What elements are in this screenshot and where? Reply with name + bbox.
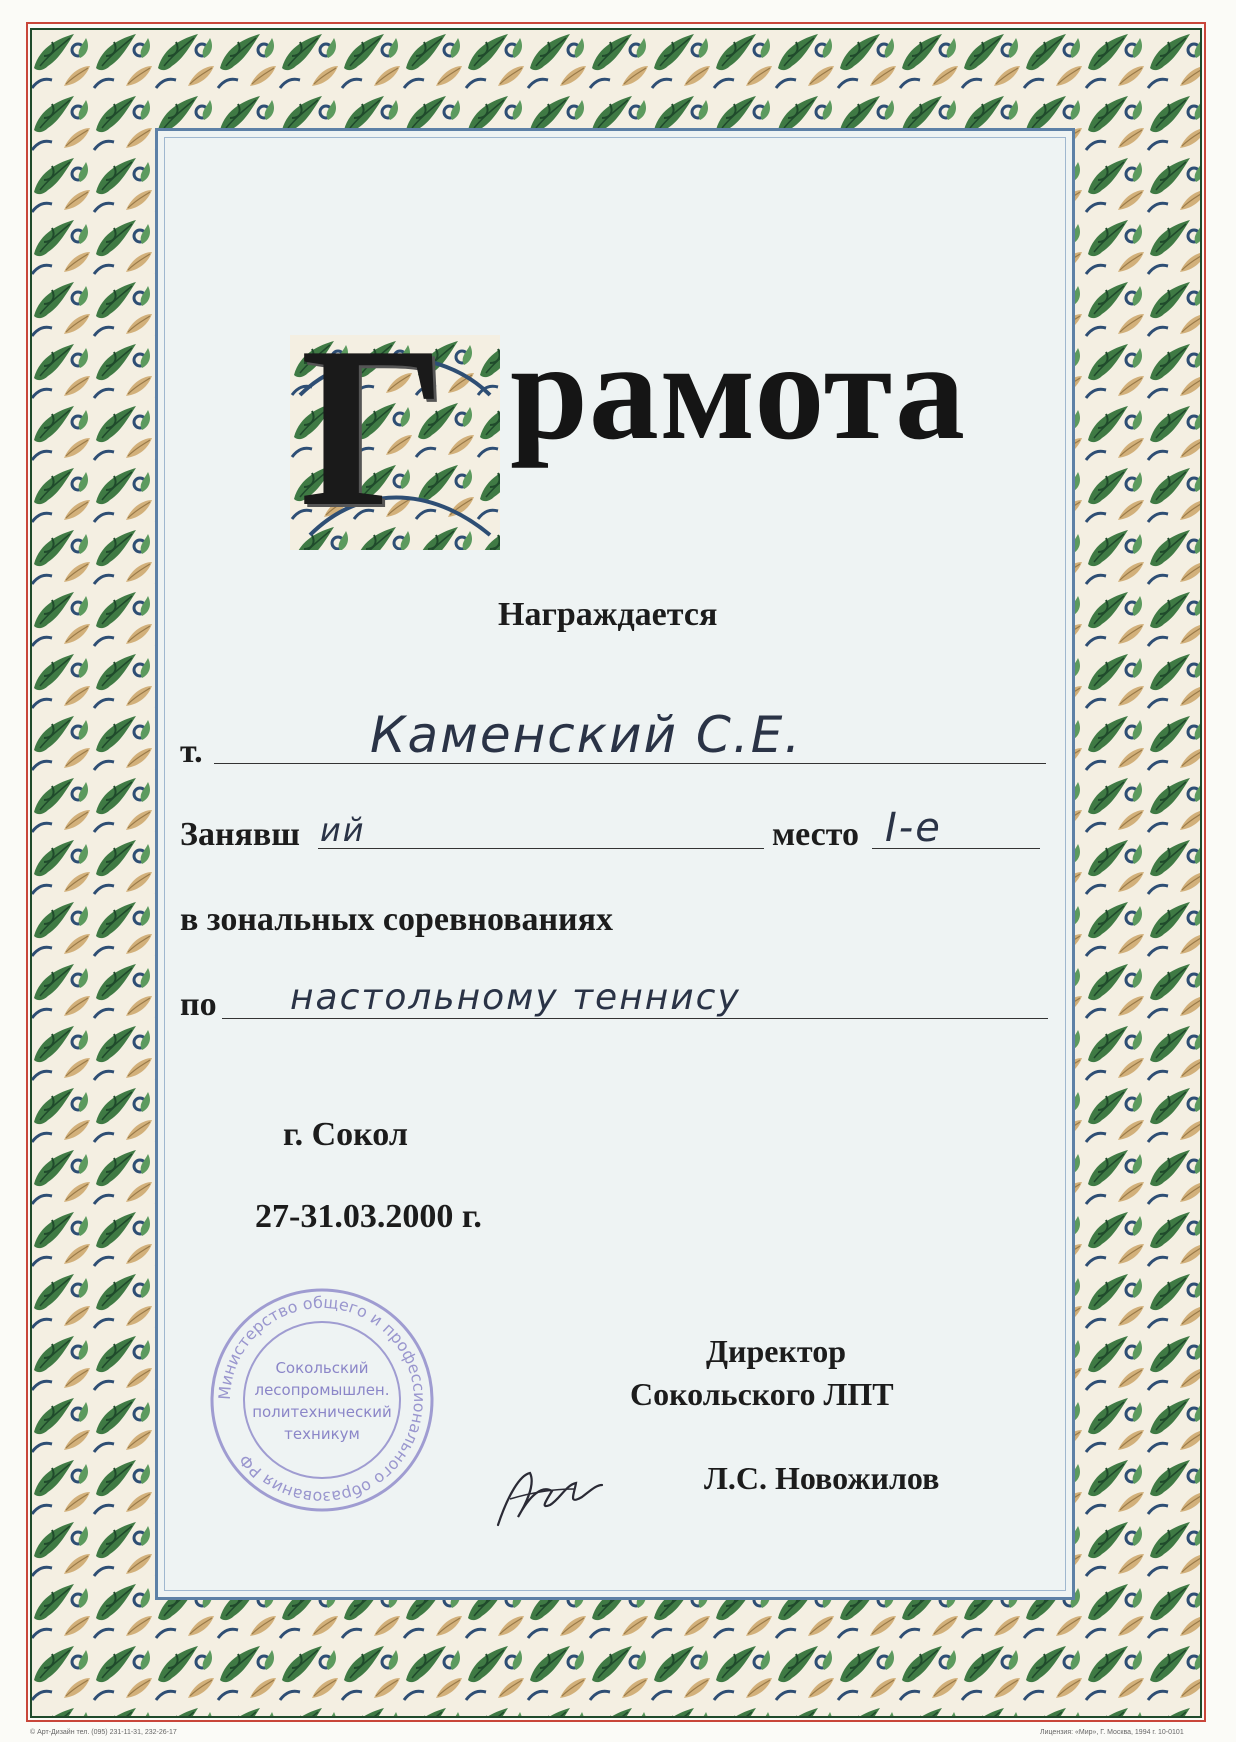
handwritten-signature [490,1455,610,1535]
place-label: место [772,816,860,853]
page-title: рамота [510,314,967,469]
place-handwritten: I-е [885,805,942,851]
sport-handwritten: настольному теннису [290,977,741,1018]
place-suffix-underline [318,848,764,849]
signatory-title-line2: Сокольского ЛПТ [630,1376,894,1412]
awarded-heading: Награждается [498,596,718,633]
stamp-line-2: лесопромышлен. [254,1381,390,1399]
stamp-line-4: техникум [284,1425,360,1443]
footer-left: © Арт-Дизайн тел. (095) 231-11-31, 232-26-17 [30,1729,177,1736]
signatory-name: Л.С. Новожилов [704,1460,940,1496]
recipient-name-handwritten: Каменский С.Е. [370,706,803,764]
place-label-prefix: Занявш [180,816,300,853]
stamp-line-1: Сокольский [275,1359,369,1377]
title-initial-letter: Г [300,299,447,554]
signatory-title-line1: Директор [706,1333,846,1369]
official-stamp [207,1285,437,1515]
recipient-prefix: т. [180,733,203,770]
competition-text: в зональных соревнованиях [180,901,614,938]
dates-text: 27-31.03.2000 г. [255,1198,482,1235]
stamp-line-3: политехнический [252,1403,392,1421]
place-suffix-handwritten: ий [320,811,366,849]
stamp-ring-text: Министерство общего и профессионального образования РФ [214,1292,430,1508]
place-underline [872,848,1040,849]
city-text: г. Сокол [283,1116,408,1153]
sport-underline [222,1018,1048,1019]
svg-text:Министерство общего и професси [215,1293,429,1507]
sport-prefix: по [180,986,217,1023]
footer-right: Лицензия: «Мир», Г. Москва, 1994 г. 10-0101 [1040,1729,1184,1736]
